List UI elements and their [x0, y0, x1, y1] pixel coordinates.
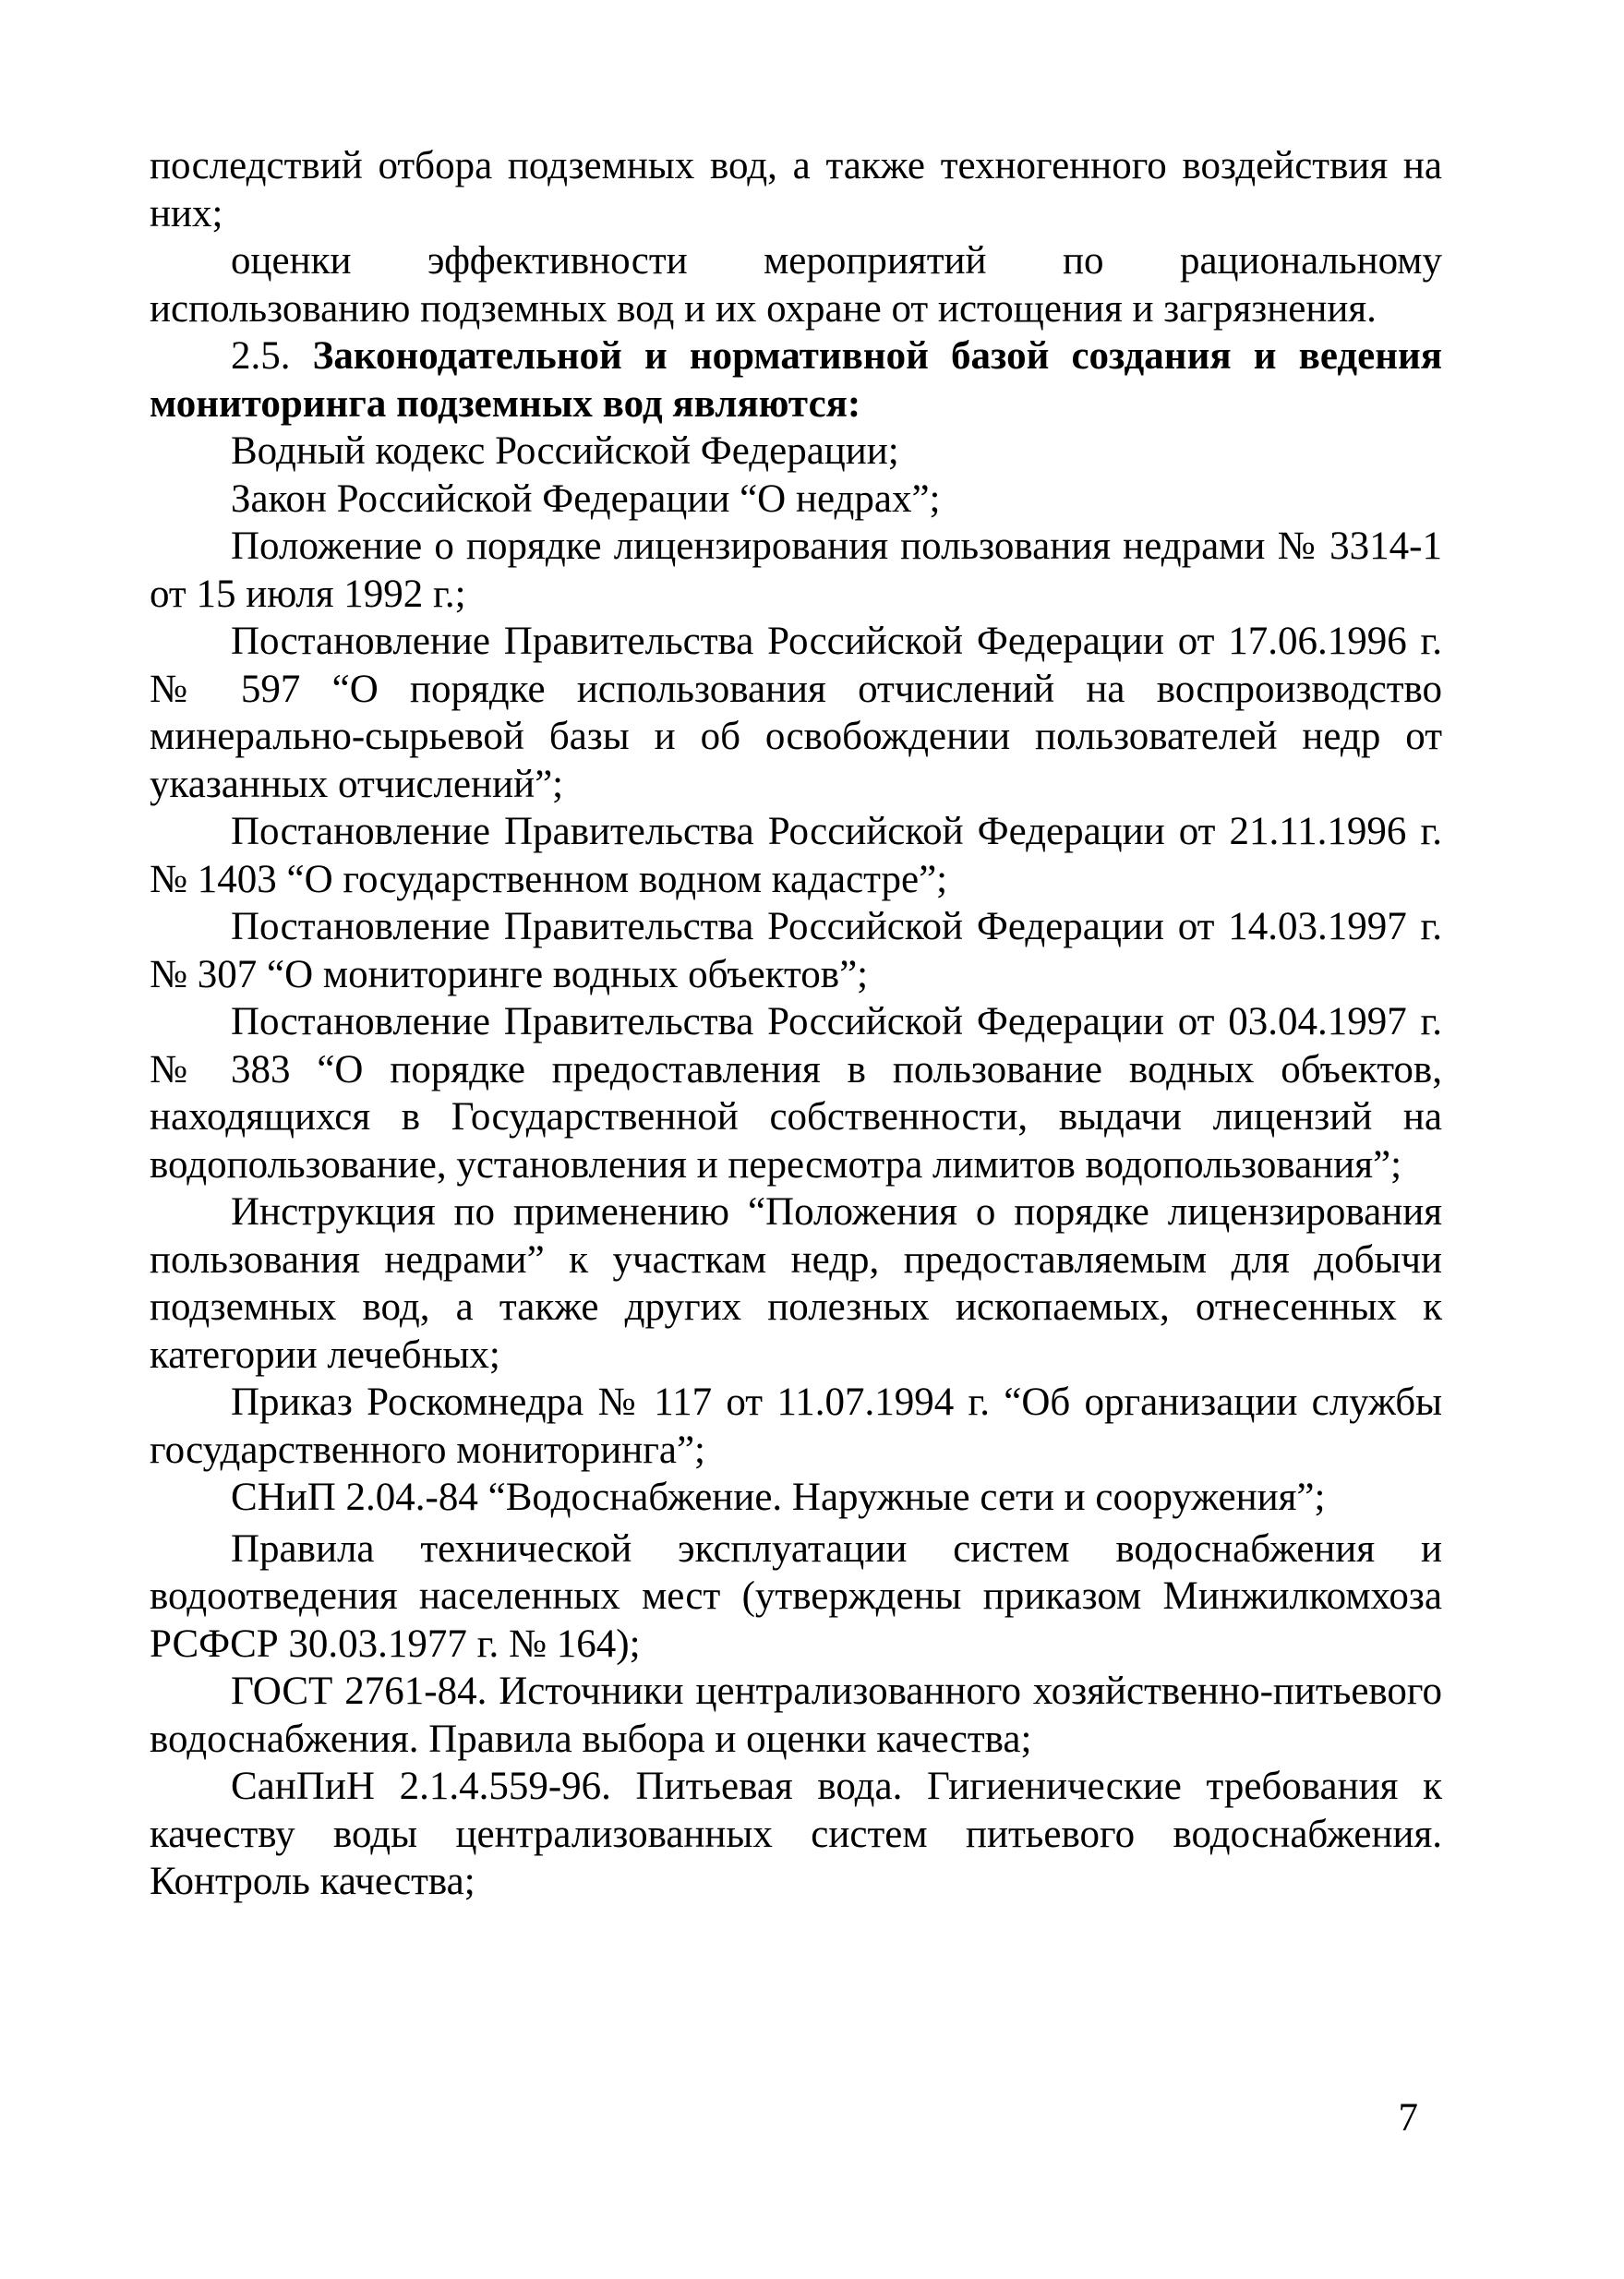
list-item-resolution-597: Постановление Правительства Российской Федерации от 17.06.1996 г. № 597 “О порядке использования отчислений на воспроизводство минерально-сырьевой базы и об освобождении пользователей недр от указанных отчислений”;: [150, 620, 1442, 806]
list-item-operation-rules: Правила технической эксплуатации систем водоснабжения и водоотведения населенных мест (утверждены приказом Минжилкомхоза РСФСР 30.03.1977 г. № 164);: [150, 1526, 1442, 1666]
section-number: 2.5.: [231, 334, 291, 378]
list-item-subsoil-law: Закон Российской Федерации “О недрах”;: [231, 476, 941, 521]
paragraph-consequences: последствий отбора подземных вод, а также техногенного воздействия на них;: [150, 144, 1442, 235]
list-item-licensing-regulation: Положение о порядке лицензирования пользования недрами № 3314-1 от 15 июля 1992 г.;: [150, 525, 1442, 616]
paragraph-efficiency: оценки эффективности мероприятий по рациональному использованию подземных вод и их охране от истощения и загрязнения.: [150, 239, 1442, 331]
section-heading-text: Законодательной и нормативной базой создания и ведения мониторинга подземных вод являются:: [150, 334, 1443, 426]
list-item-water-code: Водный кодекс Российской Федерации;: [231, 429, 899, 473]
list-item-sanpin: СанПиН 2.1.4.559-96. Питьевая вода. Гигиенические требования к качеству воды централизованных систем питьевого водоснабжения. Контроль качества;: [150, 1765, 1442, 1903]
list-item-resolution-1403: Постановление Правительства Российской Федерации от 21.11.1996 г. № 1403 “О государственном водном кадастре”;: [150, 810, 1442, 901]
page-number: 7: [1398, 2096, 1418, 2140]
list-item-resolution-307: Постановление Правительства Российской Федерации от 14.03.1997 г. № 307 “О мониторинге водных объектов”;: [150, 905, 1442, 996]
body-text: [150, 142, 1442, 1906]
list-item-licensing-instruction: Инструкция по применению “Положения о порядке лицензирования пользования недрами” к участкам недр, предоставляемым для добычи подземных вод, а также других полезных ископаемых, отнесенных к категории лечебных;: [150, 1190, 1442, 1377]
list-item-roskomnedra-order: Приказ Роскомнедра № 117 от 11.07.1994 г. “Об организации службы государственного мониторинга”;: [150, 1381, 1442, 1472]
list-item-resolution-383: Постановление Правительства Российской Федерации от 03.04.1997 г. № 383 “О порядке предоставления в пользование водных объектов, находящихся в Государственной собственности, выдачи лицензий на водопользование, установления и пересмотра лимитов водопользования”;: [150, 1000, 1442, 1187]
section-2-5-heading: [150, 332, 1442, 428]
list-item-gost: ГОСТ 2761-84. Источники централизованного хозяйственно-питьевого водоснабжения. Правила выбора и оценки качества;: [150, 1670, 1442, 1761]
list-item-snip: СНиП 2.04.-84 “Водоснабжение. Наружные сети и сооружения”;: [231, 1476, 1326, 1519]
